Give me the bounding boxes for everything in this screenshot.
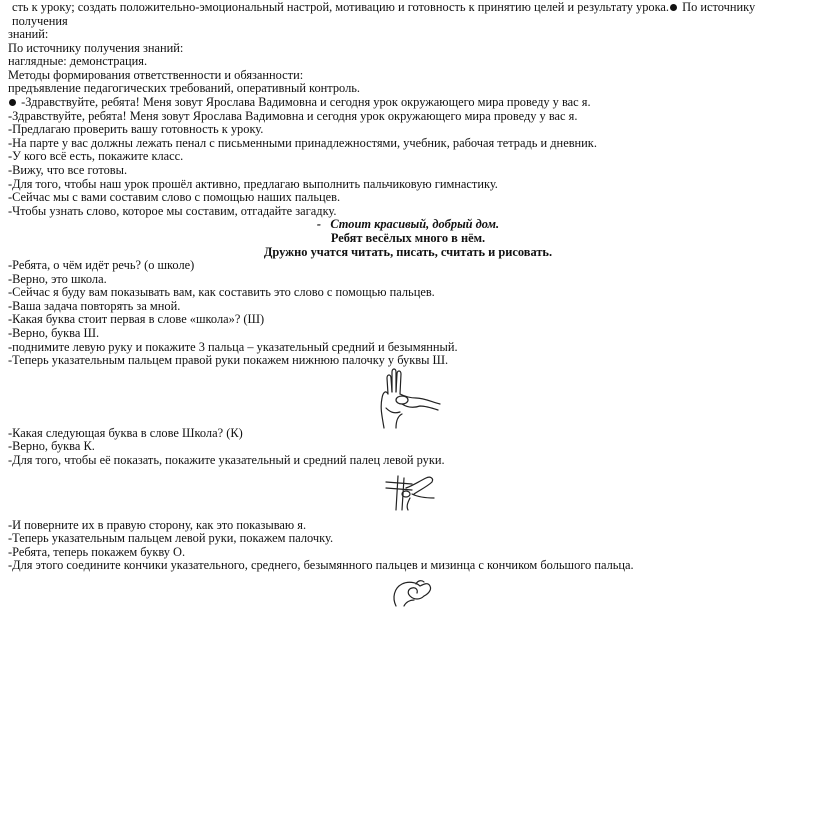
text-line: -Ребята, о чём идёт речь? (о школе): [8, 258, 195, 273]
text-line: -Предлагаю проверить вашу готовность к уроку.: [8, 122, 264, 137]
riddle-line: Дружно учатся читать, писать, считать и рисовать.: [263, 244, 553, 259]
text-line: -Для того, чтобы наш урок прошёл активно, предлагаю выполнить пальчиковую гимнастику.: [8, 176, 498, 191]
hand-letter-sh-illustration: [372, 368, 444, 430]
riddle-line: - Стоит красивый, добрый дом.: [316, 217, 500, 232]
hand-letter-o-illustration: [390, 578, 434, 608]
text-line: -Какая следующая буква в слове Школа? (К): [8, 425, 243, 440]
text-line: -Ваша задача повторять за мной.: [8, 298, 181, 313]
text-line: -Для того, чтобы её показать, покажите указательный и средний палец левой руки.: [8, 453, 445, 468]
text-line: -Верно, буква К.: [8, 439, 95, 454]
text-line: -Сейчас я буду вам показывать вам, как составить это слово с помощью пальцев.: [8, 285, 435, 300]
text-line: -Верно, буква Ш.: [8, 326, 100, 341]
bullet-icon: [670, 4, 677, 11]
objectives-text: сть к уроку; создать положительно-эмоциональный настрой, мотивацию и готовность к принятию целей и результату урока. По источнику получения: [12, 0, 756, 28]
text-line: -И поверните их в правую сторону, как это показываю я.: [8, 517, 307, 532]
hand-letter-k-illustration: [382, 472, 438, 512]
bullet-icon: [9, 99, 16, 106]
text-line: -Ребята, теперь покажем букву О.: [8, 544, 186, 559]
text-line: Методы формирования ответственности и обязанности:: [8, 67, 304, 82]
text-line: -поднимите левую руку и покажите 3 пальца – указательный средний и безымянный.: [8, 339, 458, 354]
text-line: -Теперь указательным пальцем левой руки, покажем палочку.: [8, 531, 334, 546]
text-line: -Какая буква стоит первая в слове «школа»? (Ш): [8, 312, 265, 327]
text-line: -Верно, это школа.: [8, 271, 107, 286]
text-line: -У кого всё есть, покажите класс.: [8, 149, 184, 164]
text-line: -Сейчас мы с вами составим слово с помощью наших пальцев.: [8, 190, 341, 205]
text-line: -Для этого соедините кончики указательного, среднего, безымянного пальцев и мизинца с кончиком большого пальца.: [8, 558, 634, 573]
text-line: -На парте у вас должны лежать пенал с письменными принадлежностями, учебник, рабочая тетрадь и дневник.: [8, 135, 597, 150]
text-line: наглядные: демонстрация.: [8, 54, 148, 69]
text-line: предъявление педагогических требований, оперативный контроль.: [8, 81, 360, 96]
text-line: -Вижу, что все готовы.: [8, 162, 128, 177]
greeting-line: -Здравствуйте, ребята! Меня зовут Ярослава Вадимовна и сегодня урок окружающего мира проведу у вас я.: [8, 96, 808, 110]
text-line: -Чтобы узнать слово, которое мы составим, отгадайте загадку.: [8, 203, 337, 218]
riddle-line: Ребят весёлых много в нём.: [330, 230, 486, 245]
text-line: По источнику получения знаний:: [8, 40, 184, 55]
text-line: знаний:: [8, 27, 49, 41]
text-line: -Теперь указательным пальцем правой руки покажем нижнюю палочку у буквы Ш.: [8, 353, 449, 368]
text-line: -Здравствуйте, ребята! Меня зовут Ярослава Вадимовна и сегодня урок окружающего мира проведу у вас я.: [8, 108, 578, 123]
